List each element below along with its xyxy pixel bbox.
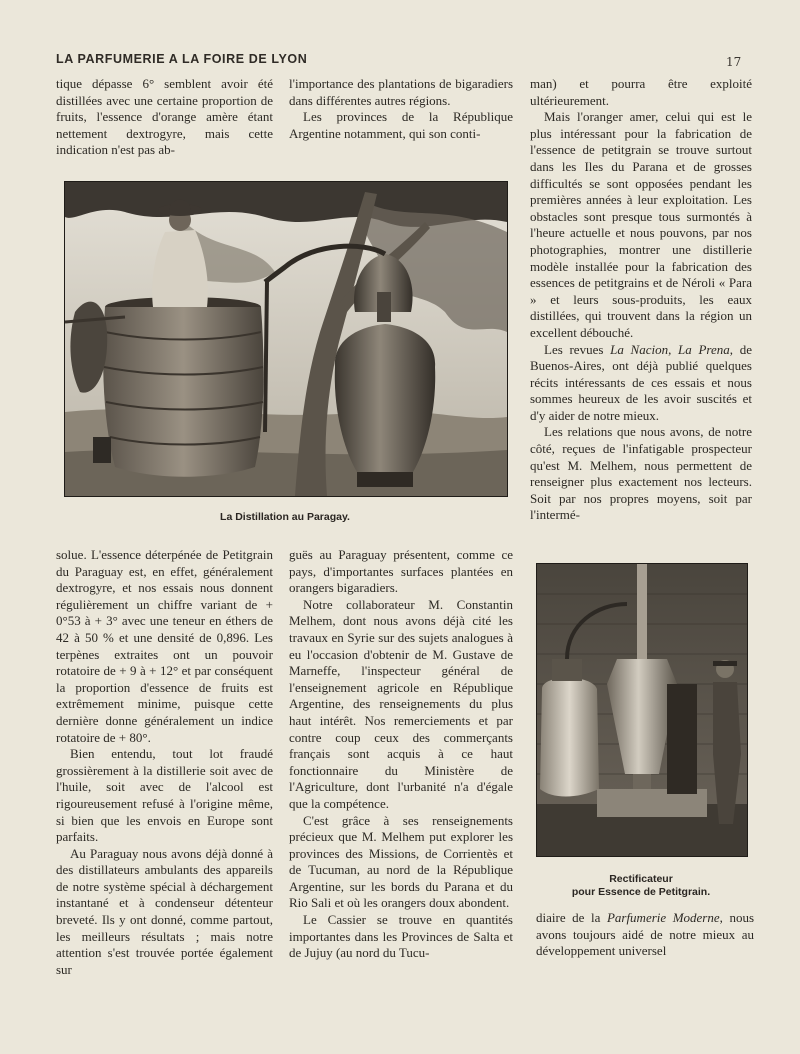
paragraph xyxy=(530,342,752,425)
photo-rectifier xyxy=(536,563,748,857)
caption-photo-rectifier xyxy=(536,873,746,899)
paragraph: Le Cassier se trouve en quantités importantes dans les Provinces de Salta et de Jujuy (au nord du Tucu- xyxy=(289,912,513,961)
column-1-top xyxy=(56,76,273,159)
rectifier-photo-illustration xyxy=(537,564,747,856)
header-title: LA PARFUMERIE A LA FOIRE DE LYON xyxy=(56,52,308,66)
paragraph: Mais l'oranger amer, celui qui est le plus intéressant pour la fabrication de l'essence de petitgrain se trouve surtout dans les Iles du Parana et de grosses difficultés se sont opposées pendant les premières années à leur exploitation. Les obstacles sont presque tous surmontés à l'heure actuelle et nous pouvons, par nos photographies, montrer une distillerie modèle installée pour la fabrication des essences de petitgrains et de Néroli « Para » et leurs sous-produits, les eaux distillées, qui trouvent dans la région un excellent débouché. xyxy=(530,109,752,340)
caption-photo-distillation xyxy=(64,511,506,524)
distillation-photo-illustration xyxy=(65,182,507,496)
paragraph: Notre collaborateur M. Constantin Melhem, dont nous avons déjà cité les travaux en Syrie sur des sujets analogues à eu l'occasion d'obtenir de M. Gustave de Marneffe, l'inspecteur général de l'enseignement agricole en République Argentine, des renseignements du plus haut intérêt. Nos remerciements et par contre coup ceux des commerçants français sont acquis à ce haut fonctionnaire du Ministère de l'Agriculture, dont l'urbanité n'a d'égale que la compétence. xyxy=(289,596,513,811)
caption-line-1: Rectificateur xyxy=(609,873,673,885)
paragraph: l'importance des plantations de bigaradiers dans différentes autres régions. xyxy=(289,76,513,108)
photo-distillation xyxy=(64,181,508,497)
paragraph: tique dépasse 6° semblent avoir été distillées avec une certaine proportion de fruits, l'essence d'orange amère étant nettement dextrogyre, mais cette indication n'est pas ab- xyxy=(56,76,273,158)
caption-text: La Distillation au Paragay. xyxy=(220,511,350,523)
paragraph: Les provinces de la République Argentine notamment, qui son conti- xyxy=(289,109,513,141)
paragraph xyxy=(536,910,754,960)
text: diaire de la xyxy=(536,910,607,925)
caption-line-2: pour Essence de Petitgrain. xyxy=(571,886,711,898)
text: , nous avons toujours aidé de notre mieux au développement universel xyxy=(536,910,755,959)
column-2-top xyxy=(289,76,513,142)
text: , de Buenos-Aires, ont déjà publié quelques récits intéressants de ces essais et nous sommes heureux de les avoir suscités et d'y aider de notre mieux. xyxy=(530,341,752,423)
paragraph: C'est grâce à ses renseignements précieux que M. Melhem put explorer les provinces des Missions, de Corrientès et de Tucuman, au nord de la République Argentine, sur les bords du Parana et du Rio Sali et où les orangers doux abondent. xyxy=(289,812,513,911)
paragraph: man) et pourra être exploité ultérieurement. xyxy=(530,76,752,108)
periodical-title: Parfumerie Moderne xyxy=(606,910,720,925)
column-3 xyxy=(530,76,752,524)
text: , xyxy=(668,341,679,357)
page-number: 17 xyxy=(726,55,742,69)
column-3-bottom xyxy=(536,910,754,960)
periodical-title: La Nacion xyxy=(610,341,669,357)
text: Les revues xyxy=(544,341,611,357)
column-2-bottom xyxy=(289,547,513,962)
paragraph: Au Paraguay nous avons déjà donné à des distillateurs ambulants des appareils de notre système spécial à déchargement instantané et à condenseur détenteur breveté. Ils y ont donné, comme partout, les meilleurs résultats ; mais notre attention s'est trouvée portée également sur xyxy=(56,845,273,977)
paragraph: guës au Paraguay présentent, comme ce pays, d'importantes surfaces plantées en orangers bigaradiers. xyxy=(289,547,513,596)
paragraph: solue. L'essence déterpénée de Petitgrain du Paraguay est, en effet, généralement dextrogyre, et nos essais nous donnent régulièrement un chiffre variant de + 0°53 à + 3° avec une teneur en éthers de 42 à 50 % et une densité de 0,896. Les terpènes extraites ont un pouvoir rotatoire de + 9 à + 12° et par conséquent la proportion d'essence de fruits est extrêmement minime, puisque cette dernière donne généralement un indice rotatoire de + 80°. xyxy=(56,547,273,745)
periodical-title: La Prena xyxy=(678,341,730,357)
paragraph: Les relations que nous avons, de notre côté, reçues de l'infatigable prospecteur qu'est M. Melhem, nous permettent de renseigner plus exactement nos lecteurs. Soit par nos propres moyens, soit par l'intermé- xyxy=(530,424,752,523)
column-1-bottom xyxy=(56,547,273,978)
paragraph: Bien entendu, tout lot fraudé grossièrement à la distillerie soit avec de l'huile, soit avec de l'alcool est rigoureusement refusé à l'origine même, si bien que les envois en Europe sont parfaits. xyxy=(56,746,273,845)
